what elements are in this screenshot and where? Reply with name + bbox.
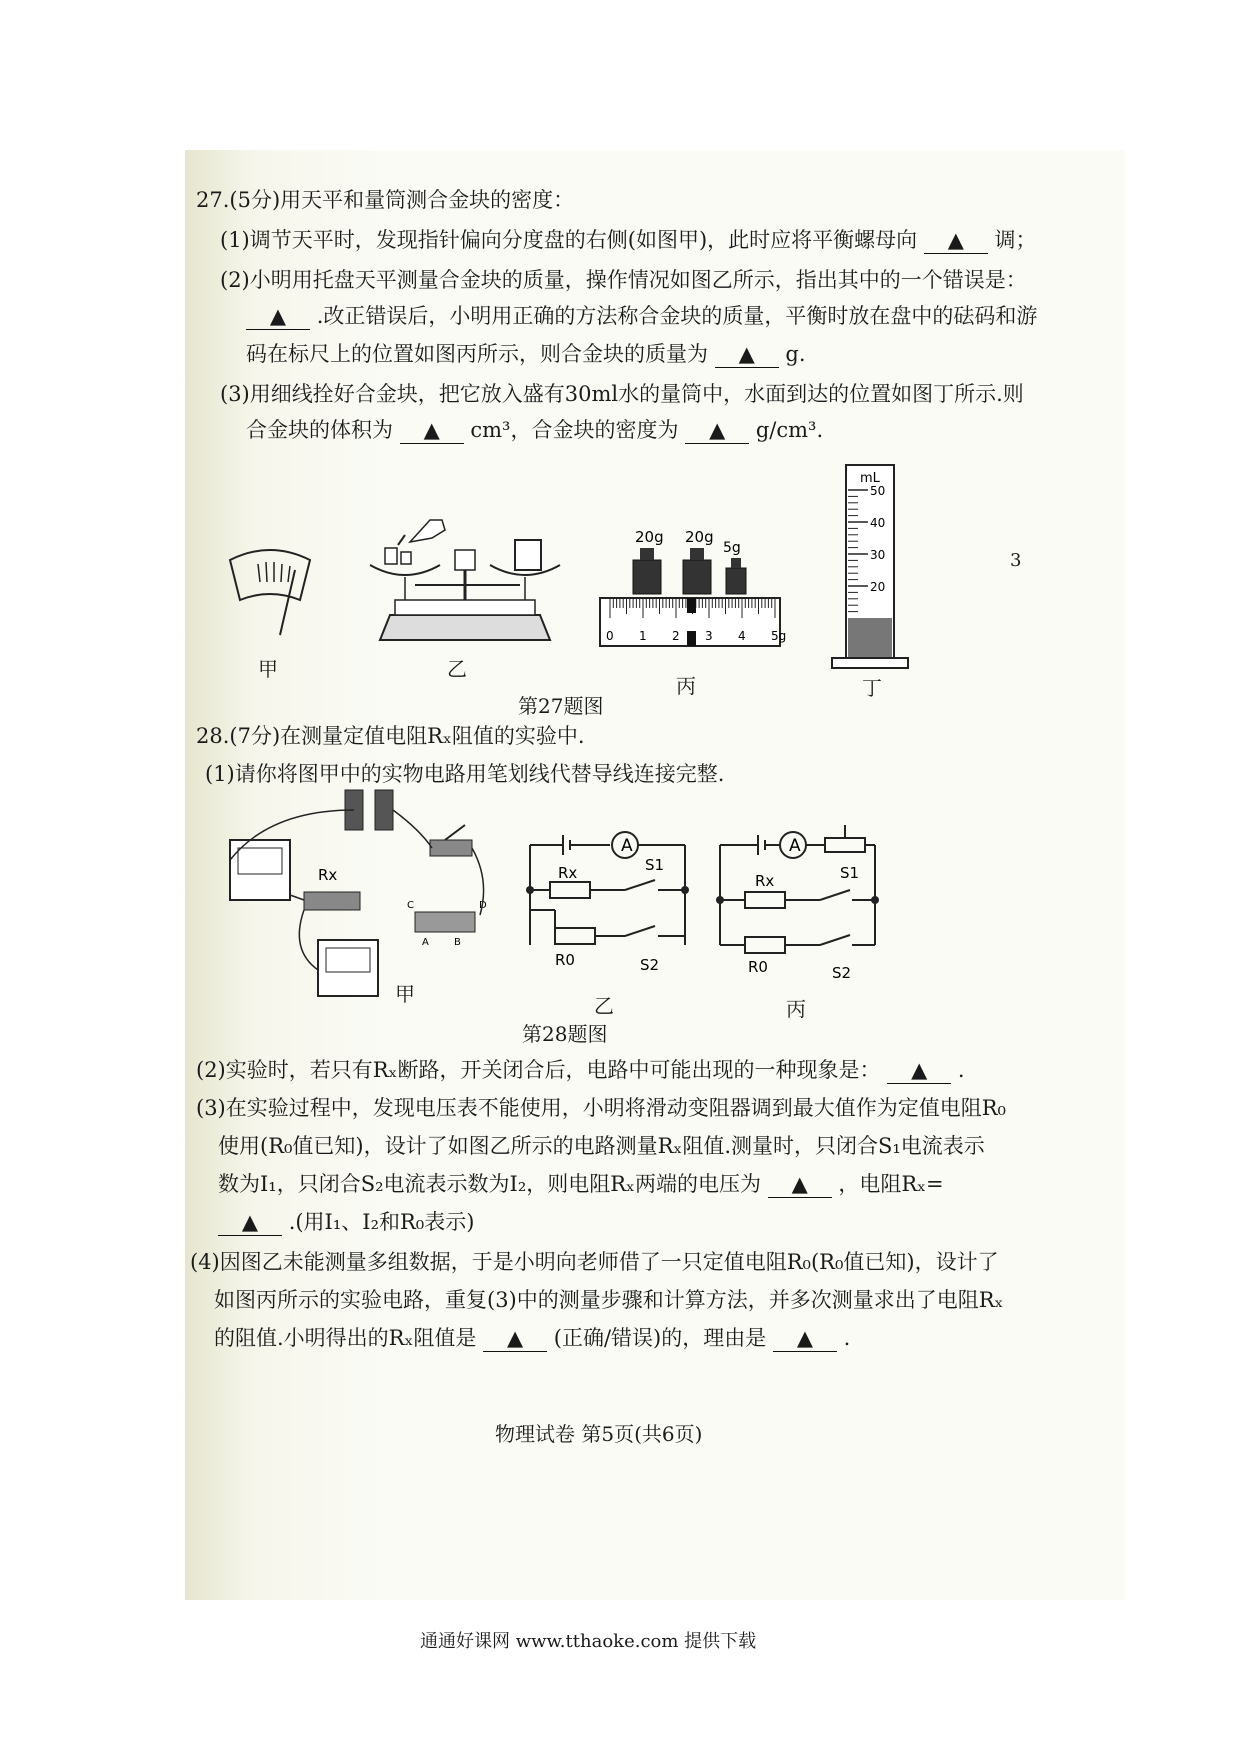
answer-blank: ▲ bbox=[768, 1172, 832, 1198]
ammeter-label-yi: A bbox=[621, 836, 633, 856]
scale-dial-figure bbox=[230, 550, 310, 635]
weight-label-3: 5g bbox=[723, 540, 741, 556]
q27-part1 bbox=[220, 228, 1037, 254]
q28-part3-line3-end: ，电阻Rₓ= bbox=[838, 1172, 944, 1196]
q27-part2-line2-text: .改正错误后，小明用正确的方法称合金块的质量，平衡时放在盘中的砝码和游 bbox=[316, 304, 1038, 328]
rheostat-terminal-b: B bbox=[454, 937, 461, 948]
q27-part2-line3-text: 码在标尺上的位置如图丙所示，则合金块的质量为 bbox=[246, 342, 708, 366]
ruler-tick-label: 0 bbox=[606, 629, 614, 643]
s1-label-bing: S1 bbox=[840, 864, 860, 882]
q27-title: 27.(5分)用天平和量筒测合金块的密度： bbox=[196, 188, 575, 212]
answer-blank: ▲ bbox=[715, 342, 779, 368]
q28-part3-line3-text: 数为I₁，只闭合S₂电流表示数为I₂，则电阻Rₓ两端的电压为 bbox=[218, 1172, 761, 1196]
q28-caption: 第28题图 bbox=[522, 1022, 608, 1046]
answer-blank: ▲ bbox=[483, 1326, 547, 1352]
q28-part2-text: (2)实验时，若只有Rₓ断路，开关闭合后，电路中可能出现的一种现象是： bbox=[196, 1058, 881, 1082]
q28-part4-line3-text: 的阻值.小明得出的Rₓ阻值是 bbox=[214, 1326, 477, 1350]
cylinder-tick-label: 40 bbox=[870, 516, 886, 530]
cylinder-tick-label: 50 bbox=[870, 484, 886, 498]
q28-figures bbox=[200, 800, 900, 1010]
answer-blank: ▲ bbox=[246, 304, 310, 330]
q27-part3-line2-mid: cm³，合金块的密度为 bbox=[470, 418, 679, 442]
answer-blank: ▲ bbox=[400, 418, 464, 444]
q27-part1-text: (1)调节天平时，发现指针偏向分度盘的右侧(如图甲)，此时应将平衡螺母向 bbox=[220, 228, 918, 252]
rx-label-bing: Rx bbox=[755, 872, 775, 890]
ruler-tick-label: 1 bbox=[639, 629, 647, 643]
cylinder-unit: mL bbox=[860, 471, 880, 486]
s2-label-yi: S2 bbox=[640, 956, 660, 974]
q27-part2-line1: (2)小明用托盘天平测量合金块的质量，操作情况如图乙所示，指出其中的一个错误是： bbox=[220, 268, 1027, 292]
q28-part4-line1: (4)因图乙未能测量多组数据，于是小明向老师借了一只定值电阻R₀(R₀值已知)，设计了 bbox=[190, 1250, 999, 1274]
q27-part3-line2-end: g/cm³. bbox=[755, 418, 824, 442]
q27-part3-line2-text: 合金块的体积为 bbox=[246, 418, 393, 442]
rheostat-terminal-c: C bbox=[407, 900, 414, 911]
q28-part4-line3-mid: (正确/错误)的，理由是 bbox=[553, 1326, 767, 1350]
q28-part4-line3 bbox=[214, 1326, 850, 1352]
ruler-tick-label: 5g bbox=[771, 629, 787, 643]
q27-part3-line1: (3)用细线拴好合金块，把它放入盛有30ml水的量筒中，水面到达的位置如图丁所示.则 bbox=[220, 382, 1024, 406]
q27-caption: 第27题图 bbox=[518, 694, 604, 718]
q27-part1-end: 调； bbox=[994, 228, 1037, 252]
ruler-tick-label: 2 bbox=[672, 629, 680, 643]
s2-label-bing: S2 bbox=[832, 964, 852, 982]
ammeter-label-bing: A bbox=[789, 836, 801, 856]
q27-fig-jia: 甲 bbox=[258, 657, 278, 681]
balance-figure bbox=[370, 520, 560, 640]
q28-part1: (1)请你将图甲中的实物电路用笔划线代替导线连接完整. bbox=[205, 762, 725, 786]
q27-part2-line3-end: g. bbox=[785, 342, 806, 366]
r0-label-bing: R0 bbox=[748, 958, 768, 976]
cylinder-tick-label: 20 bbox=[870, 580, 886, 594]
physical-circuit-figure bbox=[230, 790, 487, 996]
r0-label-yi: R0 bbox=[555, 951, 575, 969]
q28-fig-jia: 甲 bbox=[395, 982, 415, 1006]
q28-fig-yi: 乙 bbox=[594, 994, 614, 1018]
q27-fig-yi: 乙 bbox=[447, 657, 467, 681]
q27-figures bbox=[220, 471, 1040, 730]
answer-blank: ▲ bbox=[685, 418, 749, 444]
ruler-tick-label: 3 bbox=[705, 629, 713, 643]
q28-title: 28.(7分)在测量定值电阻Rₓ阻值的实验中. bbox=[196, 724, 585, 748]
schematic-yi bbox=[530, 832, 685, 945]
rheostat-terminal-a: A bbox=[422, 937, 429, 948]
q28-part3-line3 bbox=[218, 1172, 944, 1198]
q28-part4-line3-end: . bbox=[843, 1326, 851, 1350]
rx-label-yi: Rx bbox=[558, 864, 578, 882]
rheostat-terminal-d: D bbox=[479, 900, 487, 911]
weights-and-ruler-figure bbox=[600, 528, 786, 646]
weight-label-1: 20g bbox=[635, 528, 664, 546]
q28-part3-line4 bbox=[218, 1210, 474, 1236]
answer-blank: ▲ bbox=[218, 1210, 282, 1236]
q27-part2-line2 bbox=[246, 304, 1037, 330]
page-footer: 物理试卷 第5页(共6页) bbox=[495, 1422, 703, 1446]
q27-part3-line2 bbox=[246, 418, 823, 444]
q27-fig-bing: 丙 bbox=[676, 674, 696, 698]
q28-fig-bing: 丙 bbox=[786, 997, 806, 1021]
s1-label-yi: S1 bbox=[645, 856, 665, 874]
q28-part3-line2: 使用(R₀值已知)，设计了如图乙所示的电路测量Rₓ阻值.测量时，只闭合S₁电流表示 bbox=[218, 1134, 985, 1158]
answer-blank: ▲ bbox=[924, 228, 988, 254]
site-footer: 通通好课网 www.tthaoke.com 提供下载 bbox=[420, 1631, 757, 1652]
answer-blank: ▲ bbox=[887, 1058, 951, 1084]
q28-part4-line2: 如图丙所示的实验电路，重复(3)中的测量步骤和计算方法，并多次测量求出了电阻Rₓ bbox=[214, 1288, 1004, 1312]
answer-blank: ▲ bbox=[773, 1326, 837, 1352]
q28-part2 bbox=[196, 1058, 965, 1084]
rx-label-phys: Rx bbox=[318, 866, 338, 884]
weight-label-2: 20g bbox=[685, 528, 714, 546]
cylinder-tick-label: 30 bbox=[870, 548, 886, 562]
q27-part2-line3 bbox=[246, 342, 806, 368]
q28-part3-line4-text: .(用I₁、I₂和R₀表示) bbox=[288, 1210, 475, 1234]
q28-part2-end: . bbox=[957, 1058, 965, 1082]
side-page-number: 3 bbox=[1010, 550, 1022, 571]
q28-part3-line1: (3)在实验过程中，发现电压表不能使用，小明将滑动变阻器调到最大值作为定值电阻R₀ bbox=[196, 1096, 1006, 1120]
ruler-tick-label: 4 bbox=[738, 629, 746, 643]
q27-fig-ding: 丁 bbox=[862, 676, 882, 700]
